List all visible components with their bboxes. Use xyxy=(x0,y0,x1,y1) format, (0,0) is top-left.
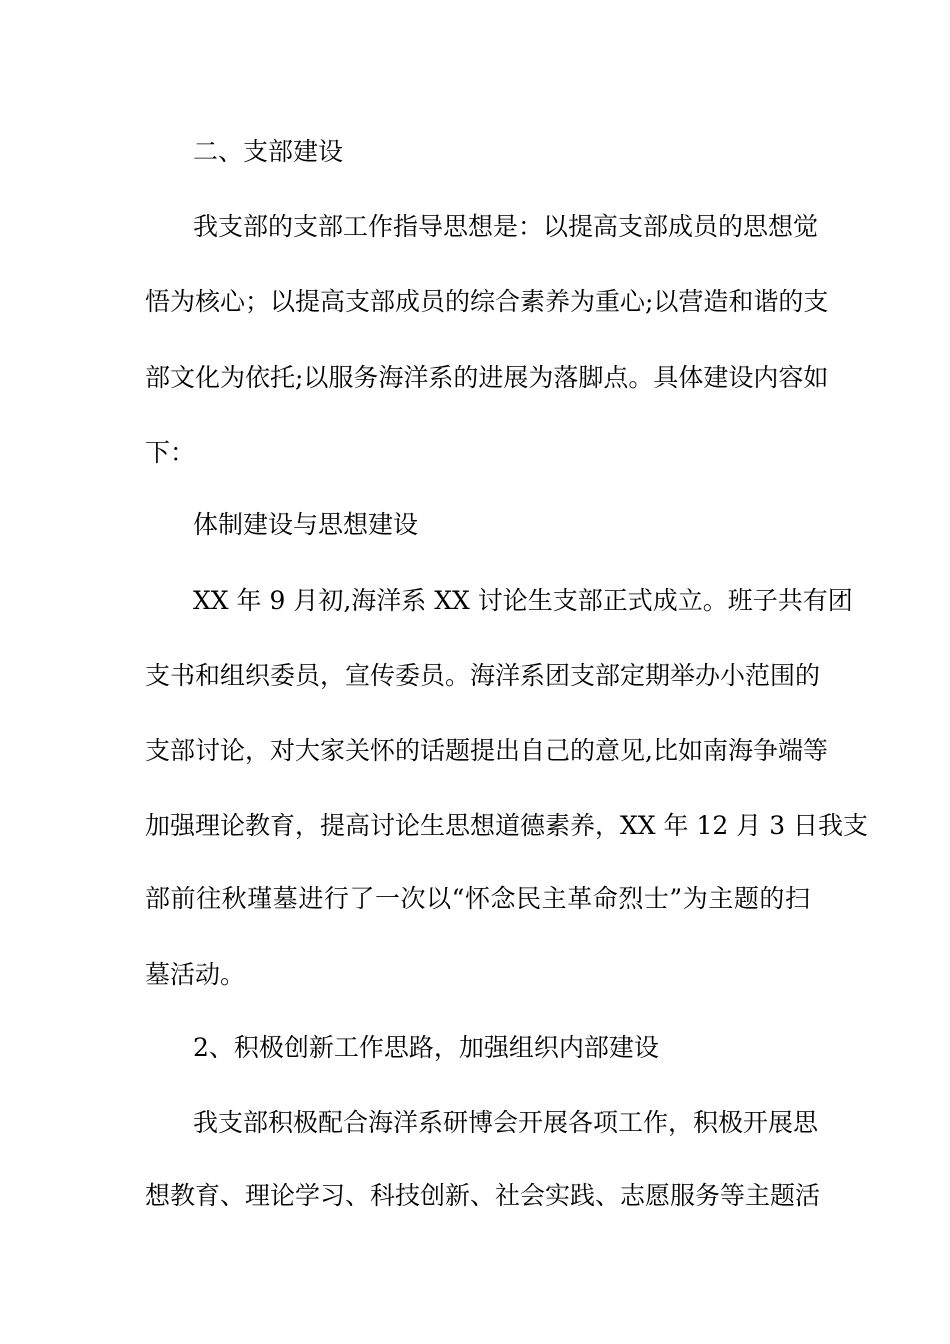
paragraph-line: 我支部的支部工作指导思想是：以提高支部成员的思想觉 xyxy=(193,212,819,241)
subheading-system-building: 体制建设与思想建设 xyxy=(193,510,419,539)
paragraph-line: 墓活动。 xyxy=(145,960,246,989)
subheading-innovation: 2、积极创新工作思路，加强组织内部建设 xyxy=(193,1033,659,1062)
paragraph-line: 部前往秋瑾墓进行了一次以“怀念民主革命烈士”为主题的扫 xyxy=(145,884,810,913)
paragraph-line: 悟为核心；以提高支部成员的综合素养为重心;以营造和谐的支 xyxy=(145,287,829,316)
paragraph-line: 加强理论教育，提高讨论生思想道德素养，XX 年 12 月 3 日我支 xyxy=(145,811,869,840)
section-heading-branch-building: 二、支部建设 xyxy=(193,137,344,166)
paragraph-line: 想教育、理论学习、科技创新、社会实践、志愿服务等主题活 xyxy=(145,1181,821,1210)
paragraph-line: 支书和组织委员，宣传委员。海洋系团支部定期举办小范围的 xyxy=(145,661,821,690)
paragraph-line: 下： xyxy=(145,438,196,467)
paragraph-line: XX 年 9 月初,海洋系 XX 讨论生支部正式成立。班子共有团 xyxy=(193,586,853,615)
paragraph-line: 我支部积极配合海洋系研博会开展各项工作，积极开展思 xyxy=(193,1108,819,1137)
paragraph-line: 支部讨论，对大家关怀的话题提出自己的意见,比如南海争端等 xyxy=(145,736,828,765)
paragraph-line: 部文化为依托;以服务海洋系的进展为落脚点。具体建设内容如 xyxy=(145,363,829,392)
